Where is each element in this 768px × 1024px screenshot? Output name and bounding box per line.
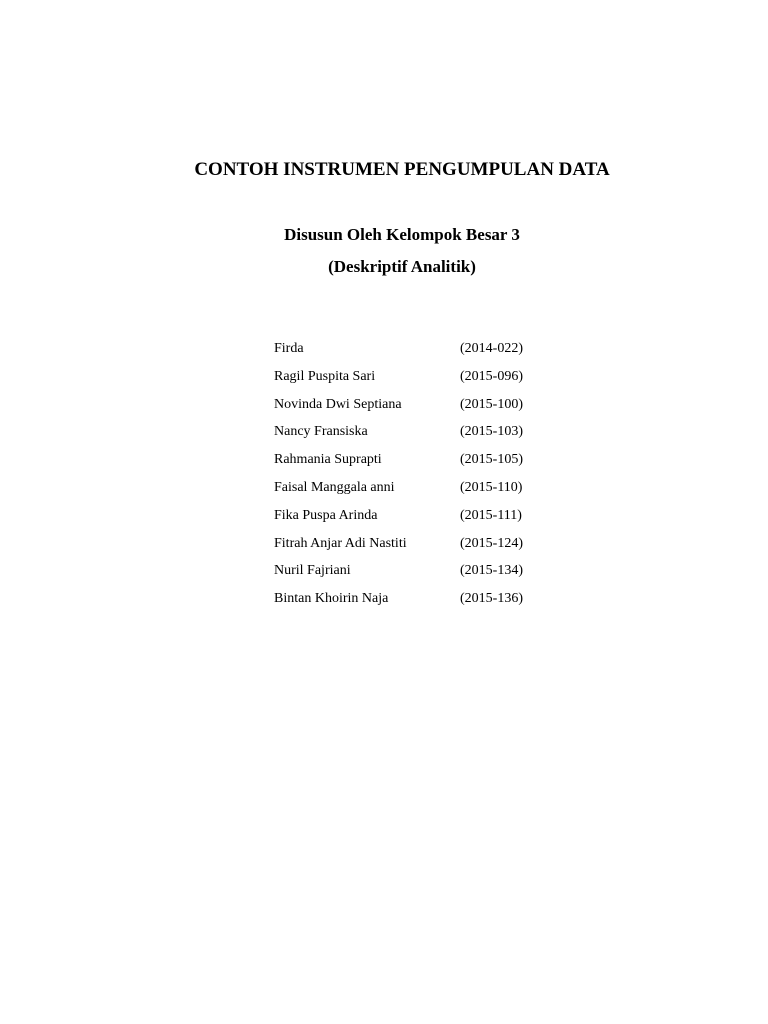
member-row	[274, 563, 523, 579]
member-name: Faisal Manggala anni	[274, 480, 395, 495]
subtitle-method: (Deskriptif Analitik)	[328, 257, 476, 276]
member-row	[274, 341, 523, 357]
member-row	[274, 396, 523, 413]
member-id: (2015-134)	[460, 563, 523, 579]
member-id: (2015-105)	[460, 452, 523, 468]
member-row	[274, 535, 523, 552]
member-id: (2015-103)	[460, 424, 523, 440]
member-id: (2015-110)	[460, 480, 523, 495]
member-name: Rahmania Suprapti	[274, 452, 382, 468]
member-name: Nuril Fajriani	[274, 563, 351, 579]
member-id: (2015-124)	[460, 535, 523, 551]
member-row	[274, 507, 522, 524]
member-row	[274, 368, 523, 385]
member-name: Fitrah Anjar Adi Nastiti	[274, 535, 407, 551]
member-name: Fika Puspa Arinda	[274, 507, 378, 523]
subtitle-group: Disusun Oleh Kelompok Besar 3	[284, 225, 520, 244]
member-id: (2015-100)	[460, 396, 523, 412]
member-name: Novinda Dwi Septiana	[274, 396, 402, 412]
member-row	[274, 452, 523, 468]
member-id: (2015-096)	[460, 368, 523, 384]
document-title: CONTOH INSTRUMEN PENGUMPULAN DATA	[194, 159, 610, 180]
member-name: Firda	[274, 341, 304, 356]
member-name: Ragil Puspita Sari	[274, 368, 376, 384]
member-name: Bintan Khoirin Naja	[274, 591, 389, 607]
member-row	[274, 480, 523, 496]
member-id: (2015-136)	[460, 591, 523, 607]
member-id: (2014-022)	[460, 341, 523, 356]
member-row	[274, 424, 523, 440]
member-id: (2015-111)	[460, 507, 522, 523]
member-name: Nancy Fransiska	[274, 424, 368, 440]
member-row	[274, 591, 523, 607]
